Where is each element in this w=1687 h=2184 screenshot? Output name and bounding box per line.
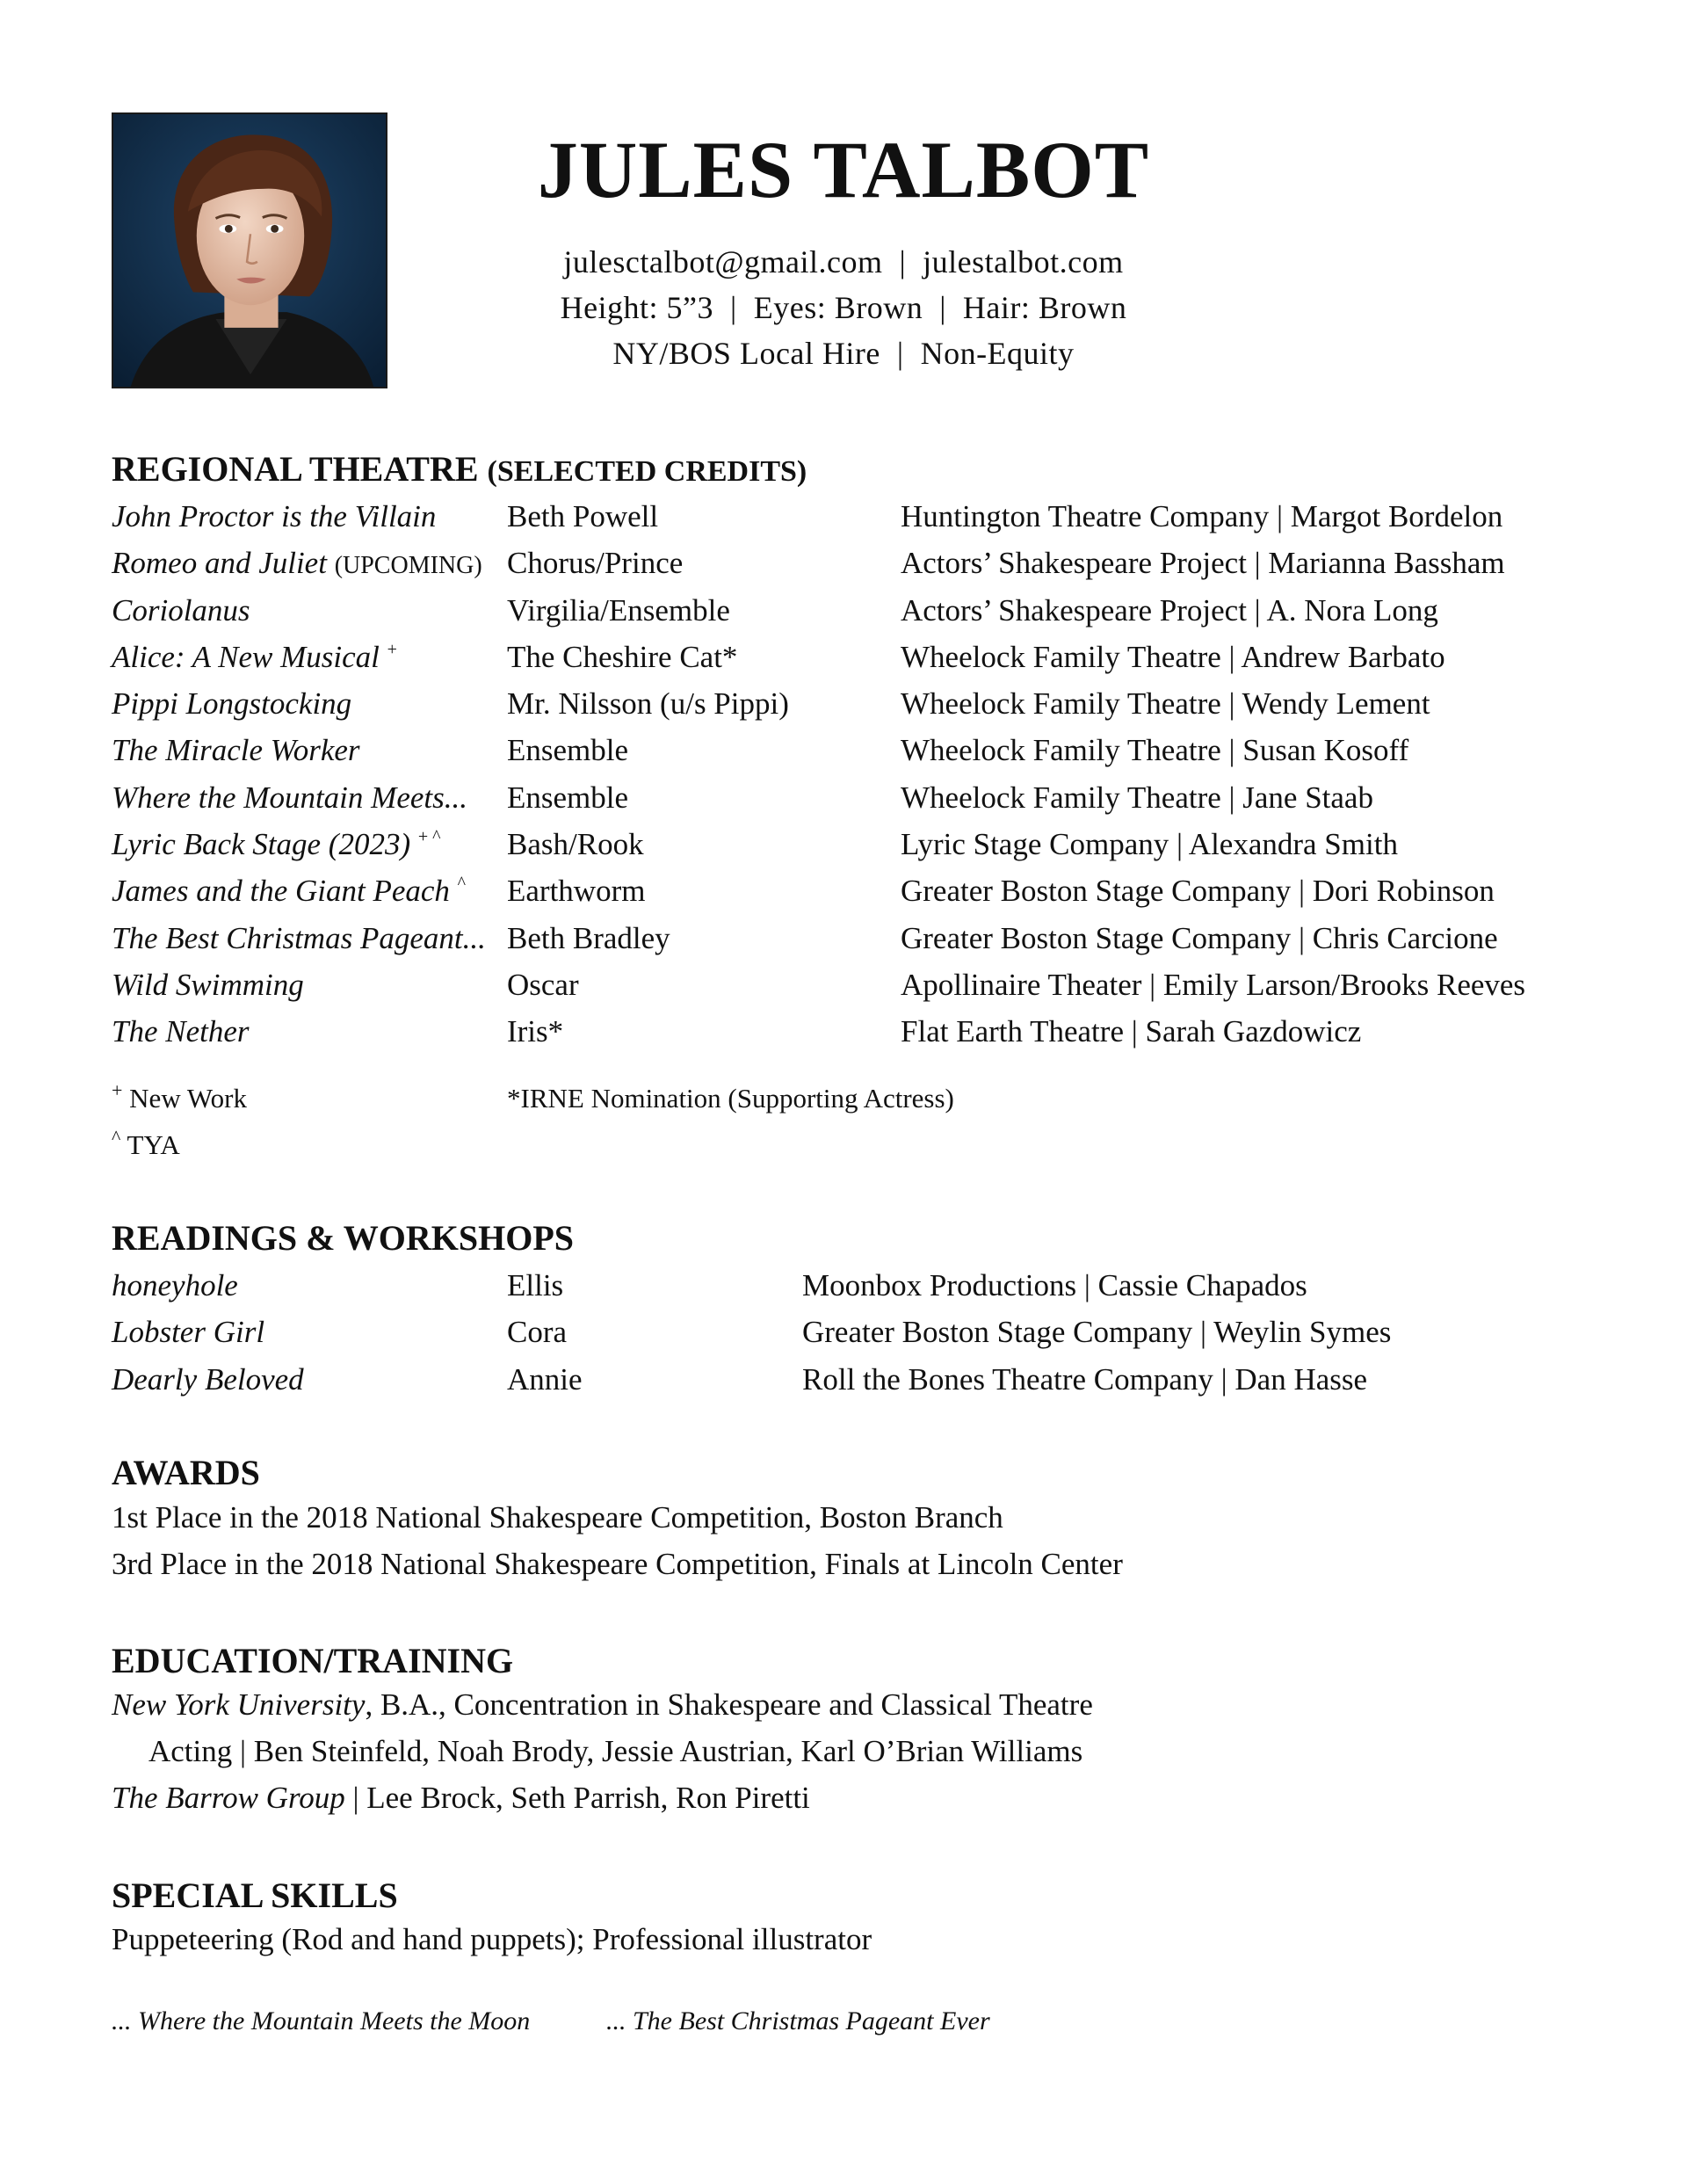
credit-role: Earthworm: [507, 874, 646, 909]
credit-show: [112, 727, 360, 773]
reading-company: Roll the Bones Theatre Company | Dan Hasse: [802, 1361, 1368, 1397]
awards-heading: AWARDS: [112, 1453, 260, 1492]
credit-role: Oscar: [507, 967, 579, 1002]
contact-block: [387, 239, 1300, 376]
reading-row: [112, 1356, 1687, 1403]
reading-role: Ellis: [507, 1268, 564, 1302]
education-nyu: [112, 1681, 1093, 1728]
show-title: The Best Christmas Pageant...: [112, 920, 486, 955]
regional-heading-main: REGIONAL THEATRE: [112, 449, 479, 489]
show-title: The Miracle Worker: [112, 733, 360, 768]
credit-row: [112, 821, 1687, 867]
credit-show: [112, 821, 441, 867]
education-acting-teachers: Acting | Ben Steinfeld, Noah Brody, Jessie Austrian, Karl O’Brian Williams: [148, 1734, 1083, 1768]
regional-theatre-heading: [112, 448, 807, 493]
credit-row: [112, 727, 1687, 773]
reading-row: [112, 1309, 1687, 1355]
contact-email-website: julesctalbot@gmail.com | julestalbot.com: [563, 244, 1124, 279]
credit-role: Beth Bradley: [507, 920, 670, 955]
name-title: JULES TALBOT: [537, 125, 1150, 214]
readings-workshops-heading: READINGS & WORKSHOPS: [112, 1218, 575, 1258]
reading-show: honeyhole: [112, 1268, 238, 1302]
education-barrow: [112, 1774, 810, 1821]
credit-show: [112, 587, 250, 634]
award-item: 3rd Place in the 2018 National Shakespeare Competition, Finals at Lincoln Center: [112, 1547, 1123, 1581]
credit-company: Wheelock Family Theatre | Wendy Lement: [901, 686, 1430, 722]
credit-company: Actors’ Shakespeare Project | A. Nora Long: [901, 592, 1438, 628]
credit-show: [112, 634, 397, 680]
reading-company: Greater Boston Stage Company | Weylin Symes: [802, 1315, 1392, 1350]
credit-row: [112, 493, 1687, 540]
award-item: 1st Place in the 2018 National Shakespeare Competition, Boston Branch: [112, 1500, 1003, 1535]
credit-company: Huntington Theatre Company | Margot Bordelon: [901, 499, 1503, 533]
regional-credits-list: [112, 493, 1687, 1056]
credit-mark: + ^: [417, 827, 441, 847]
education-heading: EDUCATION/TRAINING: [112, 1641, 514, 1680]
credit-show: [112, 915, 486, 961]
credit-row: [112, 587, 1687, 634]
credit-row: [112, 867, 1687, 914]
show-title: Wild Swimming: [112, 967, 304, 1002]
credit-show: [112, 540, 482, 589]
contact-physical-stats: Height: 5”3 | Eyes: Brown | Hair: Brown: [560, 290, 1127, 325]
legend-new-work-label: New Work: [129, 1083, 247, 1114]
credit-show: [112, 1008, 250, 1055]
reading-row: [112, 1262, 1687, 1309]
credit-row: [112, 774, 1687, 821]
credit-row: [112, 1008, 1687, 1055]
credit-company: Actors’ Shakespeare Project | Marianna Bassham: [901, 546, 1505, 581]
show-title: John Proctor is the Villain: [112, 499, 437, 533]
special-skills-text: Puppeteering (Rod and hand puppets); Professional illustrator: [112, 1922, 872, 1956]
upcoming-note: (UPCOMING): [334, 552, 482, 580]
credit-role: Ensemble: [507, 780, 629, 815]
credit-role: Mr. Nilsson (u/s Pippi): [507, 686, 789, 722]
credit-role: Chorus/Prince: [507, 546, 684, 581]
credit-show: [112, 867, 466, 914]
footnote-mountain: ... Where the Mountain Meets the Moon: [112, 2006, 531, 2035]
legend-tya-mark: ^: [112, 1126, 121, 1148]
credit-role: Bash/Rook: [507, 827, 644, 862]
reading-role: Cora: [507, 1315, 568, 1350]
contact-hire-status: NY/BOS Local Hire | Non-Equity: [612, 336, 1075, 371]
reading-company: Moonbox Productions | Cassie Chapados: [802, 1268, 1307, 1302]
show-title: Lyric Back Stage (2023): [112, 827, 411, 862]
legend-tya-label: TYA: [127, 1129, 180, 1160]
show-title: Pippi Longstocking: [112, 686, 352, 722]
credit-role: Iris*: [507, 1014, 564, 1049]
credit-company: Lyric Stage Company | Alexandra Smith: [901, 827, 1398, 862]
credit-show: [112, 961, 304, 1008]
legend-new-work: [112, 1081, 247, 1116]
credit-mark: ^: [457, 874, 467, 894]
show-title: James and the Giant Peach: [112, 874, 450, 909]
regional-heading-sub: (SELECTED CREDITS): [487, 455, 807, 488]
credit-show: [112, 774, 467, 821]
school-name: New York University: [112, 1687, 366, 1722]
legend-tya: [112, 1128, 180, 1163]
credit-show: [112, 493, 436, 540]
special-skills-heading: SPECIAL SKILLS: [112, 1876, 398, 1915]
credit-company: Flat Earth Theatre | Sarah Gazdowicz: [901, 1014, 1362, 1049]
credit-company: Greater Boston Stage Company | Dori Robinson: [901, 874, 1495, 909]
credit-row: [112, 540, 1687, 586]
show-title: Coriolanus: [112, 592, 250, 628]
reading-show: Dearly Beloved: [112, 1361, 304, 1397]
credit-role: Virgilia/Ensemble: [507, 592, 730, 628]
readings-list: [112, 1262, 1687, 1403]
studio-teachers: | Lee Brock, Seth Parrish, Ron Piretti: [344, 1781, 810, 1815]
reading-role: Annie: [507, 1361, 583, 1397]
show-title: Alice: A New Musical: [112, 639, 380, 674]
show-title: Where the Mountain Meets...: [112, 780, 467, 815]
studio-name: The Barrow Group: [112, 1781, 345, 1815]
credit-show: [112, 680, 351, 727]
credit-company: Apollinaire Theater | Emily Larson/Brooks Reeves: [901, 967, 1526, 1002]
show-title: Romeo and Juliet: [112, 546, 327, 581]
credit-company: Wheelock Family Theatre | Jane Staab: [901, 780, 1373, 815]
credit-company: Wheelock Family Theatre | Susan Kosoff: [901, 733, 1409, 768]
credit-row: [112, 634, 1687, 680]
footnote-pageant: ... The Best Christmas Pageant Ever: [606, 2006, 990, 2035]
credit-row: [112, 961, 1687, 1008]
legend-new-work-mark: +: [112, 1079, 123, 1101]
credit-company: Wheelock Family Theatre | Andrew Barbato: [901, 639, 1445, 674]
credit-row: [112, 915, 1687, 961]
reading-show: Lobster Girl: [112, 1315, 265, 1350]
credit-row: [112, 680, 1687, 727]
headshot-photo: [112, 112, 387, 388]
credit-role: Beth Powell: [507, 499, 659, 533]
credit-role: The Cheshire Cat*: [507, 639, 738, 674]
show-title: The Nether: [112, 1014, 250, 1049]
credit-company: Greater Boston Stage Company | Chris Carcione: [901, 920, 1498, 955]
credit-mark: +: [387, 639, 397, 659]
legend-irne-nomination: *IRNE Nomination (Supporting Actress): [507, 1083, 954, 1114]
degree-text: , B.A., Concentration in Shakespeare and Classical Theatre: [365, 1687, 1093, 1722]
credit-role: Ensemble: [507, 733, 629, 768]
